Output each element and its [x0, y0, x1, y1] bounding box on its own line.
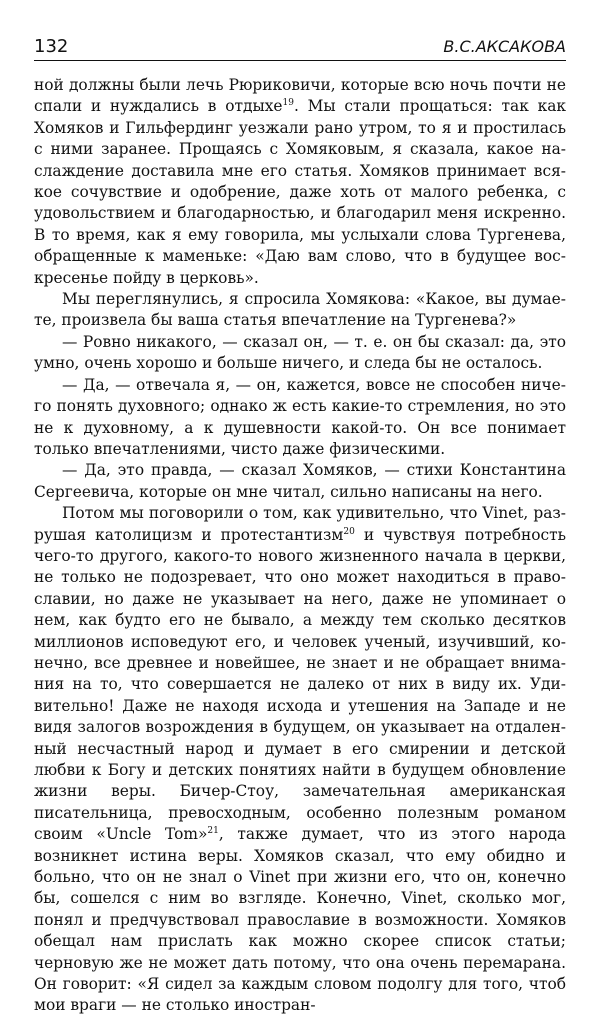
footnote-ref-21: 21 — [207, 826, 219, 837]
text-segment: — Да, — отвечала я, — он, кажется, вовсе не способен ничего понять духовного; однако ж есть какие-то стремления, но это не к духовному, а к душевности какой-то. Он все понимает только впечатлениями, чисто даже физическими. — [34, 375, 566, 458]
footnote-ref-20: 20 — [343, 526, 355, 537]
paragraph-2 — [34, 289, 566, 332]
running-head: В.С.АКСАКОВА — [443, 37, 566, 56]
text-segment: Потом мы поговорили о том, как удивительно, что Vinet, разрушая католицизм и протестантизм — [34, 504, 566, 544]
text-segment: . Мы стали прощаться: так как Хомяков и Гильфердинг уезжали рано утром, то я и простилась с ними заранее. Прощаясь с Хомяковым, я сказала, какое наслаждение доставила мне его статья. Хомяков принимает всякое сочувствие и одобрение, даже хоть от малого ребенка, с удовольствием и благодарностью, и благодарил меня искренно. В то время, как я ему говорила, мы услыхали слова Тургенева, обращенные к маменьке: «Даю вам слово, что в будущее воскресенье пойду в церковь». — [34, 97, 566, 287]
text-segment: — Ровно никакого, — сказал он, — т. е. он бы сказал: да, это умно, очень хорошо и больше ничего, и следа бы не осталось. — [34, 332, 566, 373]
paragraph-4 — [34, 375, 566, 461]
text-segment: — Да, это правда, — сказал Хомяков, — стихи Константина Сергеевича, которые он мне читал, сильно написаны на него. — [34, 461, 566, 501]
text-segment: и чувствуя потребность чего-то другого, какого-то нового жизненного начала в церкви, не только не подозревает, что оно может находиться в православии, но даже не указывает на него, даже не упоминает о нем, как будто его не бывало, а между тем сколько десятков миллионов исповедуют его, и человек ученый, изучивший, конечно, все древнее и новейшее, не знает и не обращает внимания на то, что совершается не далеко от них в виду их. Удивительно! Даже не находя исхода и утешения на Западе и не видя залогов возрождения в будущем, он указывает на отдаленный несчастный народ и думает в его смирении и детской любви к Богу и детских понятиях найти в будущем обновление жизни веры. Бичер-Стоу, замечательная американская писательница, превосходным, особенно полезным романом своим «Uncle Tom» — [34, 525, 566, 844]
text-segment: ной должны были лечь Рюриковичи, которые всю ночь почти не спали и нуждались в отдыхе — [34, 76, 566, 116]
text-segment: , также думает, что из этого народа возникнет истина веры. Хомяков сказал, что ему обидно и больно, что он не знал о Vinet при жизни его, что он, конечно бы, сошелся с ним во взгляде. Конечно, Vinet, сколько мог, понял и предчувствовал православие в возможности. Хомяков обещал нам прислать как можно скорее список статьи; черновую же не может дать потому, что она очень перемарана. Он говорит: «Я сидел за каждым словом подолгу для того, чтоб мои враги — не столько иностран- — [34, 825, 566, 1015]
page-number: 132 — [34, 36, 69, 57]
body-text — [34, 75, 566, 1017]
footnote-ref-19: 19 — [282, 98, 294, 109]
paragraph-1 — [34, 75, 566, 289]
paragraph-5 — [34, 460, 566, 503]
text-segment: Мы переглянулись, я спросила Хомякова: «Какое, вы думаете, произвела бы ваша статья впечатление на Тургенева?» — [34, 290, 566, 330]
page-header — [34, 34, 566, 61]
paragraph-6 — [34, 503, 566, 1017]
paragraph-3 — [34, 332, 566, 375]
